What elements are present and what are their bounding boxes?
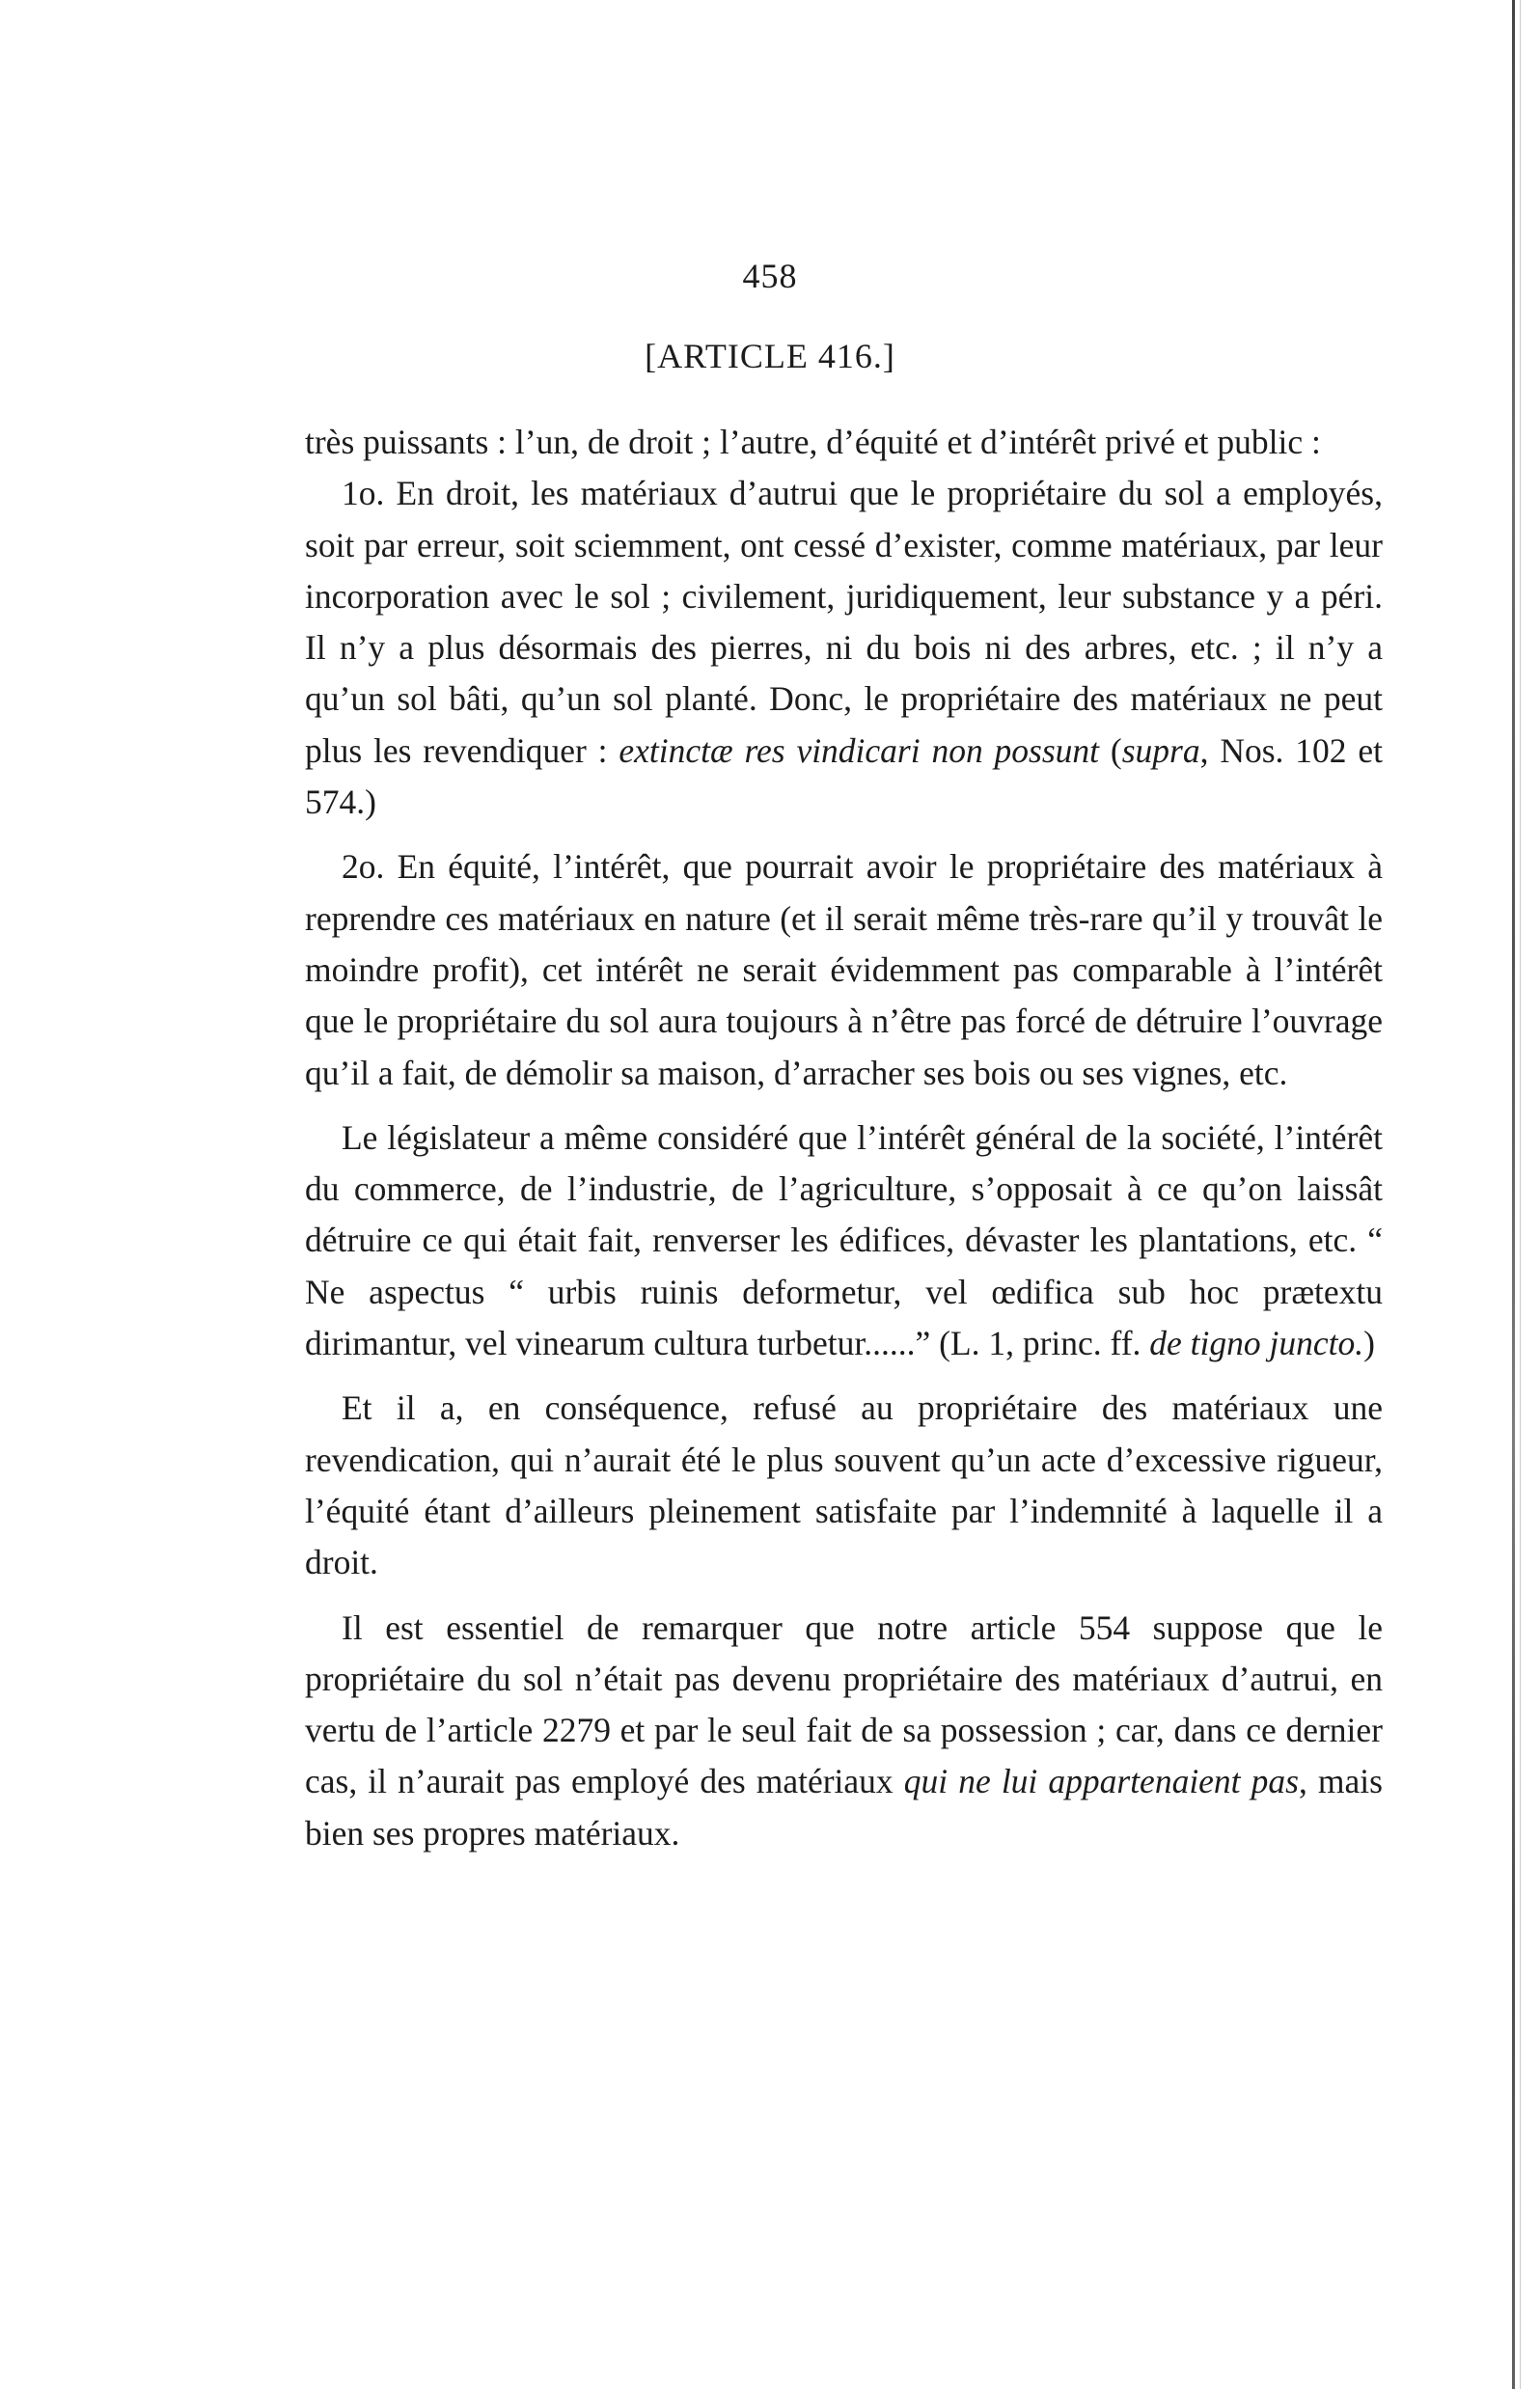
text-segment: très puissants : l’un, de droit ; l’autre, d’équité et d’intérêt privé et public : [305,423,1321,461]
paragraph-equite [305,841,1383,1098]
paragraph-consequence [305,1383,1383,1588]
text-segment: Le législateur a même considéré que l’intérêt général de la société, l’intérêt du commerce, de l’industrie, de l’agriculture, s’opposait à ce qu’on laissât détruire ce qui était fait, renverser les édifices, dévaster les plantations, etc. “ Ne aspectus “ urbis ruinis deformetur, vel œdifica sub hoc prætextu dirimantur, vel vinearum cultura turbetur......” (L. 1, princ. ff. [305,1117,1383,1363]
italic-text: extinctæ res vindicari non possunt [619,730,1100,770]
paragraph-continuation [305,417,1383,468]
paragraph-article-554 [305,1603,1383,1859]
article-heading: [ARTICLE 416.] [645,337,895,375]
italic-text: supra [1121,730,1200,770]
text-segment: ) [1363,1324,1375,1363]
text-segment: Il est essentiel de remarquer que notre article 554 suppose que le propriétaire du sol n’était pas devenu propriétaire des matériaux d’autrui, en vertu de l’article 2279 et par le seul fait de sa possession ; car, dans ce dernier cas, il n’aurait pas employé des matériaux [305,1607,1383,1801]
page-number: 458 [742,257,798,295]
text-segment: , mais bien ses propres matériaux. [305,1762,1383,1853]
paragraph-droit [305,468,1383,828]
paragraph-legislateur [305,1112,1383,1369]
italic-text: de tigno juncto. [1149,1324,1364,1363]
text-segment: ( [1099,730,1122,770]
text-segment: 2o. En équité, l’intérêt, que pourrait avoir le propriétaire des matériaux à reprendre ces matériaux en nature (et il serait même très-rare qu’il y trouvât le moindre profit), cet intérêt ne serait évidemment pas comparable à l’intérêt que le propriétaire du sol aura toujours à n’être pas forcé de détruire l’ouvrage qu’il a fait, de démolir sa maison, d’arracher ses bois ou ses vignes, etc. [305,847,1383,1092]
text-segment: , Nos. 102 et 574.) [305,730,1383,822]
text-segment: Et il a, en conséquence, refusé au propriétaire des matériaux une revendication, qui n’aurait été le plus souvent qu’un acte d’excessive rigueur, l’équité étant d’ailleurs pleinement satisfaite par l’indemnité à laquelle il a droit. [305,1388,1383,1582]
text-segment: 1o. En droit, les matériaux d’autrui que le propriétaire du sol a employés, soit par erreur, soit sciemment, ont cessé d’exister, comme matériaux, par leur incorporation avec le sol ; civilement, juridiquement, leur substance y a péri. Il n’y a plus désormais des pierres, ni du bois ni des arbres, etc. ; il n’y a qu’un sol bâti, qu’un sol planté. Donc, le propriétaire des matériaux ne peut plus les revendiquer : [305,474,1383,770]
italic-text: qui ne lui appartenaient pas [903,1762,1299,1801]
body-text [305,417,1383,1859]
